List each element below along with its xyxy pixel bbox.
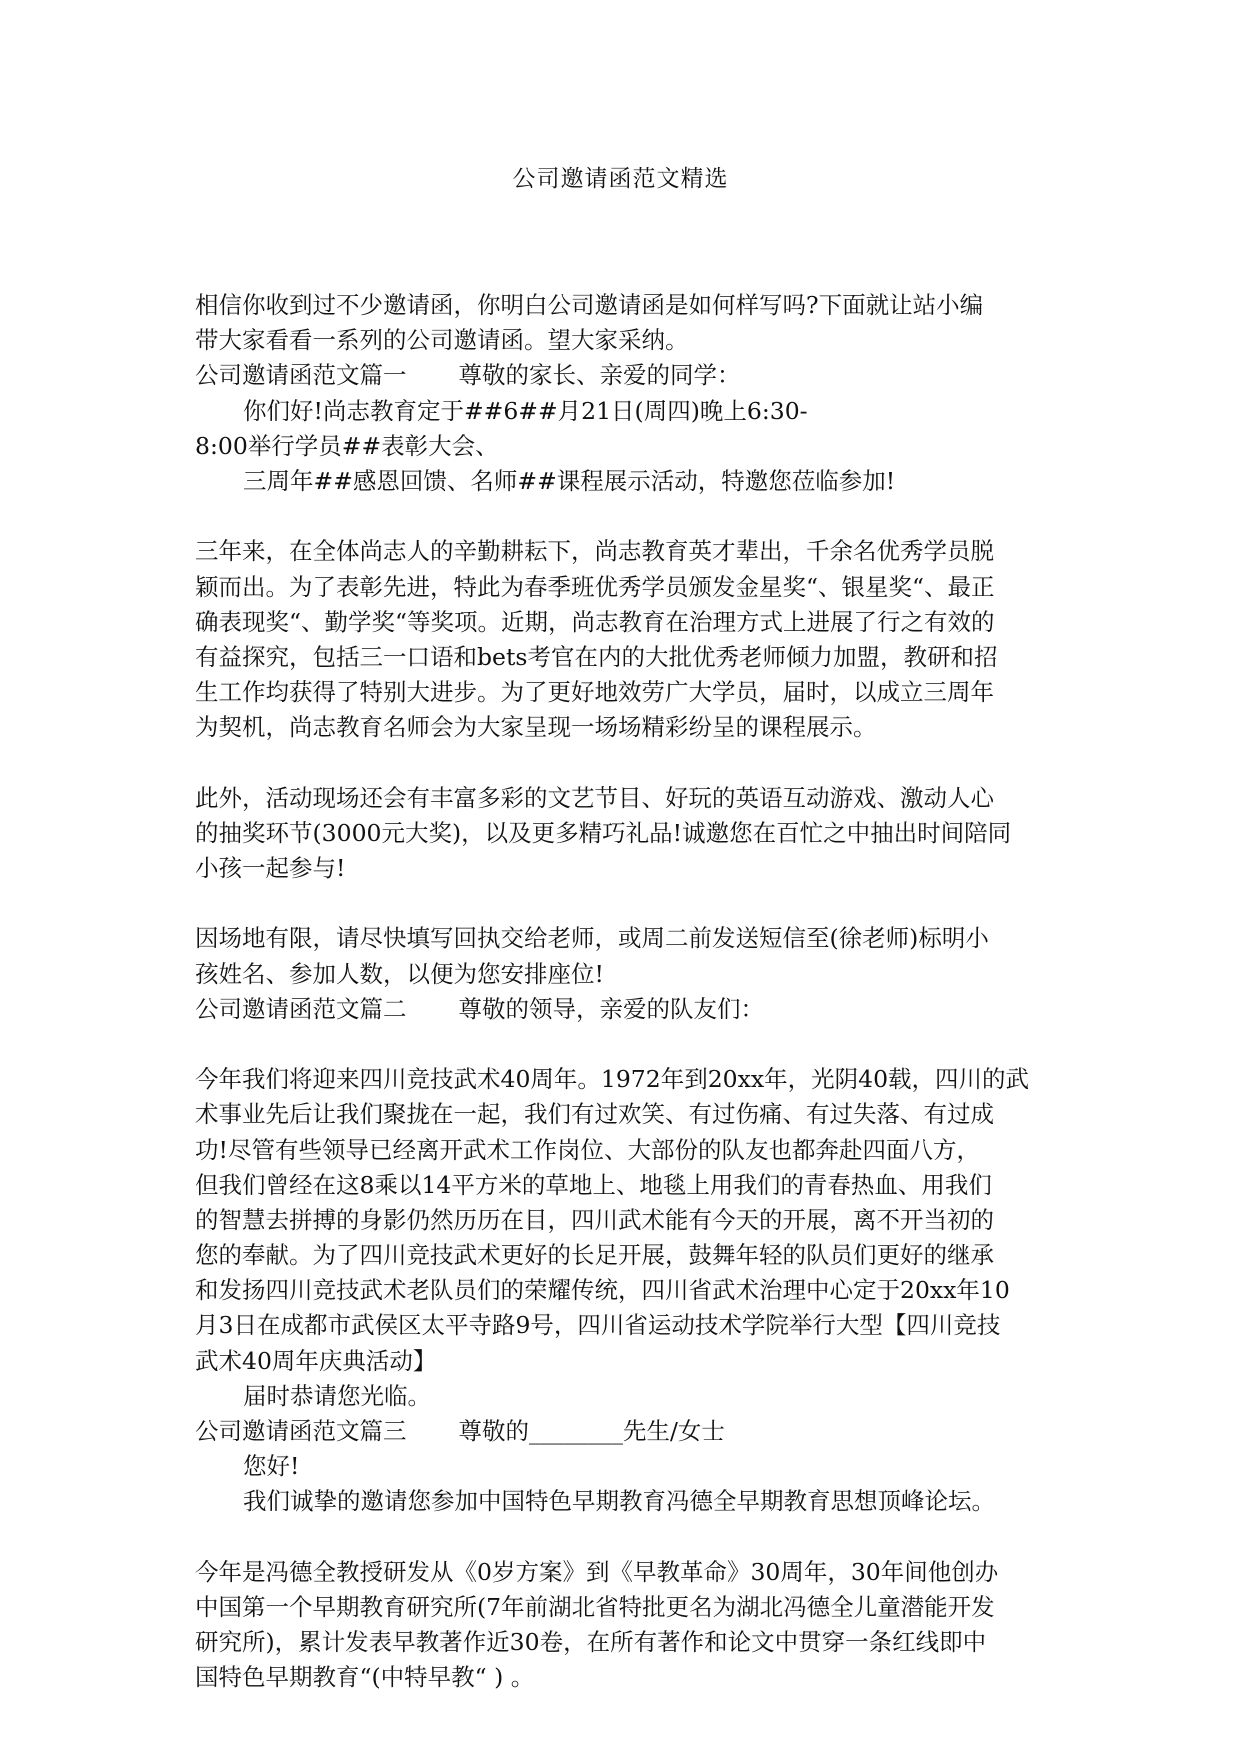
section1-greeting-line: 你们好!尚志教育定于##6##月21日(周四)晚上6:30- xyxy=(243,396,808,425)
section3-paragraph1-line: 国特色早期教育“(中特早教“ ) 。 xyxy=(195,1663,535,1692)
section2-paragraph1-line: 月3日在成都市武侯区太平寺路9号，四川省运动技术学院举行大型【四川竞技 xyxy=(195,1311,1001,1340)
section1-paragraph3-line: 因场地有限，请尽快填写回执交给老师，或周二前发送短信至(徐老师)标明小 xyxy=(195,924,989,953)
section2-closing: 届时恭请您光临。 xyxy=(243,1381,431,1410)
section1-paragraph1-line: 确表现奖“、勤学奖“等奖项。近期，尚志教育在治理方式上进展了行之有效的 xyxy=(195,607,995,636)
section3-paragraph1-line: 今年是冯德全教授研发从《0岁方案》到《早教革命》30周年，30年间他创办 xyxy=(195,1557,999,1586)
section1-paragraph1-line: 为契机，尚志教育名师会为大家呈现一场场精彩纷呈的课程展示。 xyxy=(195,713,877,742)
section2-paragraph1-line: 武术40周年庆典活动】 xyxy=(195,1346,437,1375)
intro-line: 相信你收到过不少邀请函，你明白公司邀请函是如何样写吗?下面就让站小编 xyxy=(195,291,984,319)
section2-paragraph1-line: 的智慧去拼搏的身影仍然历历在目，四川武术能有今天的开展，离不开当初的 xyxy=(195,1205,994,1234)
document-title: 公司邀请函范文精选 xyxy=(512,166,729,192)
document-body xyxy=(195,288,1050,1696)
section1-paragraph3-line: 孩姓名、参加人数，以便为您安排座位! xyxy=(195,959,604,988)
section1-greeting-line: 三周年##感恩回馈、名师##课程展示活动，特邀您莅临参加! xyxy=(243,466,896,495)
section2-header xyxy=(195,992,1050,1027)
section2-paragraph1-line: 术事业先后让我们聚拢在一起，我们有过欢笑、有过伤痛、有过失落、有过成 xyxy=(195,1100,994,1129)
section2-paragraph1-line: 功!尽管有些领导已经离开武术工作岗位、大部份的队友也都奔赴四面八方， xyxy=(195,1135,980,1164)
section3-header xyxy=(195,1414,1050,1449)
section3-paragraph1-line: 研究所)，累计发表早教著作近30卷，在所有著作和论文中贯穿一条红线即中 xyxy=(195,1628,987,1657)
section2-paragraph1-line: 但我们曾经在这8乘以14平方米的草地上、地毯上用我们的青春热血、用我们 xyxy=(195,1170,992,1199)
section2-paragraph1-line: 和发扬四川竞技武术老队员们的荣耀传统，四川省武术治理中心定于20xx年10 xyxy=(195,1276,1010,1305)
intro-line: 带大家看看一系列的公司邀请函。望大家采纳。 xyxy=(195,326,689,355)
section2-paragraph1-line: 您的奉献。为了四川竞技武术更好的长足开展，鼓舞年轻的队员们更好的继承 xyxy=(195,1241,994,1270)
section1-paragraph2-line: 的抽奖环节(3000元大奖)，以及更多精巧礼品!诚邀您在百忙之中抽出时间陪同 xyxy=(195,818,1012,847)
section1-header xyxy=(195,358,1050,393)
section1-paragraph1-line: 三年来，在全体尚志人的辛勤耕耘下，尚志教育英才辈出，千余名优秀学员脱 xyxy=(195,537,994,566)
section2-salutation: 尊敬的领导，亲爱的队友们： xyxy=(458,994,764,1023)
section1-paragraph1-line: 颖而出。为了表彰先进，特此为春季班优秀学员颁发金星奖“、银星奖“、最正 xyxy=(195,572,995,601)
section3-paragraph1-line: 中国第一个早期教育研究所(7年前湖北省特批更名为湖北冯德全儿童潜能开发 xyxy=(195,1592,995,1621)
section3-heading: 公司邀请函范文篇三 xyxy=(195,1417,407,1445)
section1-paragraph1-line: 有益探究，包括三一口语和bets考官在内的大批优秀老师倾力加盟，教研和招 xyxy=(195,642,998,671)
section1-greeting-line: 8:00举行学员##表彰大会、 xyxy=(195,431,499,460)
section2-heading: 公司邀请函范文篇二 xyxy=(195,994,407,1023)
section3-salutation: 尊敬的________先生/女士 xyxy=(458,1417,725,1445)
section1-paragraph1-line: 生工作均获得了特别大进步。为了更好地效劳广大学员，届时，以成立三周年 xyxy=(195,678,994,707)
section3-invite: 我们诚挚的邀请您参加中国特色早期教育冯德全早期教育思想顶峰论坛。 xyxy=(243,1487,995,1516)
section1-paragraph2-line: 小孩一起参与! xyxy=(195,854,346,882)
section1-paragraph2-line: 此外，活动现场还会有丰富多彩的文艺节目、好玩的英语互动游戏、激动人心 xyxy=(195,783,994,812)
section2-paragraph1-line: 今年我们将迎来四川竞技武术40周年。1972年到20xx年，光阴40载，四川的武 xyxy=(195,1065,1030,1094)
section3-greeting: 您好! xyxy=(243,1452,300,1481)
section1-salutation: 尊敬的家长、亲爱的同学： xyxy=(458,361,741,390)
section1-heading: 公司邀请函范文篇一 xyxy=(195,361,407,390)
